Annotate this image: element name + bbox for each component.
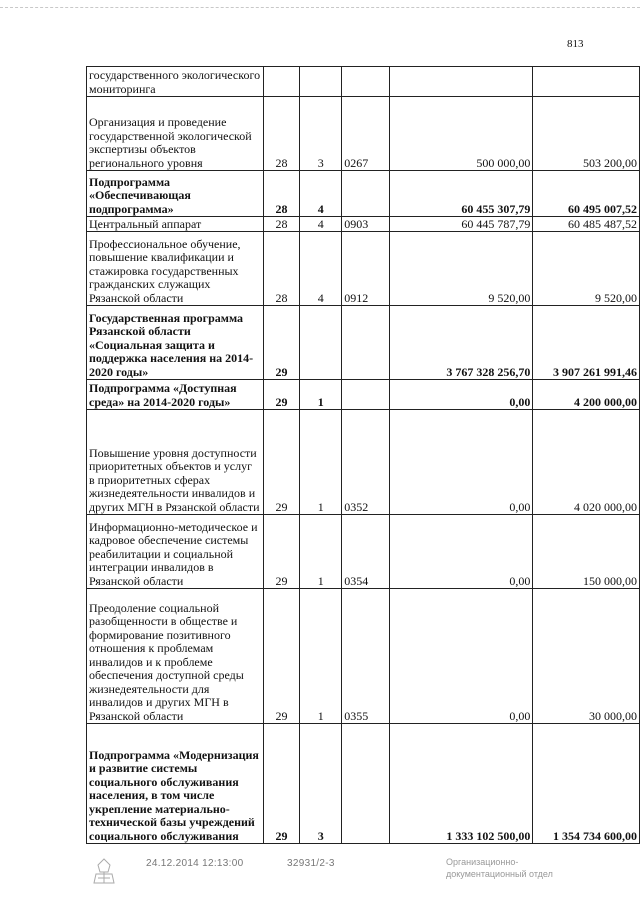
row-subprogram: 1 — [300, 380, 342, 410]
row-chapter: 28 — [263, 171, 300, 217]
stamp-doc-code: 32931/2-3 — [287, 858, 335, 869]
row-name: Информационно-методическое и кадровое обеспечение системы реабилитации и социальной интеграции инвалидов в Рязанской области — [87, 515, 264, 589]
row-amount-2015: 3 767 328 256,70 — [390, 306, 533, 380]
row-name: Государственная программа Рязанской области «Социальная защита и поддержка населения на 2014-2020 годы» — [87, 306, 264, 380]
row-subprogram: 3 — [300, 724, 342, 844]
row-chapter: 28 — [263, 217, 300, 232]
row-amount-2016: 60 485 487,52 — [533, 217, 640, 232]
row-subprogram: 1 — [300, 410, 342, 515]
table-row — [87, 232, 640, 306]
row-amount-2016: 30 000,00 — [533, 589, 640, 724]
row-amount-2016: 9 520,00 — [533, 232, 640, 306]
row-amount-2016: 4 020 000,00 — [533, 410, 640, 515]
row-code — [342, 380, 390, 410]
row-amount-2016: 1 354 734 600,00 — [533, 724, 640, 844]
table-row — [87, 217, 640, 232]
row-amount-2016 — [533, 67, 640, 97]
row-amount-2015: 0,00 — [390, 589, 533, 724]
stamp-department-line2: документационный отдел — [446, 869, 553, 879]
row-amount-2015: 0,00 — [390, 515, 533, 589]
row-amount-2015: 60 455 307,79 — [390, 171, 533, 217]
row-subprogram: 4 — [300, 232, 342, 306]
row-amount-2016: 4 200 000,00 — [533, 380, 640, 410]
row-code — [342, 171, 390, 217]
row-amount-2015: 0,00 — [390, 380, 533, 410]
row-name: Повышение уровня доступности приоритетных объектов и услуг в приоритетных сферах жизнедеятельности инвалидов и других МГН в Рязанской области — [87, 410, 264, 515]
row-amount-2015: 1 333 102 500,00 — [390, 724, 533, 844]
row-name: Организация и проведение государственной экологической экспертизы объектов регионального уровня — [87, 97, 264, 171]
row-code: 0352 — [342, 410, 390, 515]
row-amount-2015: 500 000,00 — [390, 97, 533, 171]
row-chapter: 29 — [263, 380, 300, 410]
row-name: Центральный аппарат — [87, 217, 264, 232]
table-row — [87, 306, 640, 380]
row-chapter: 29 — [263, 589, 300, 724]
stamp-department-line1: Организационно- — [446, 857, 519, 867]
row-chapter: 28 — [263, 232, 300, 306]
row-name: Подпрограмма «Обеспечивающая подпрограмма» — [87, 171, 264, 217]
row-chapter: 29 — [263, 724, 300, 844]
row-subprogram: 4 — [300, 217, 342, 232]
row-amount-2016: 60 495 007,52 — [533, 171, 640, 217]
row-amount-2016: 3 907 261 991,46 — [533, 306, 640, 380]
row-chapter: 29 — [263, 306, 300, 380]
budget-table — [86, 66, 640, 844]
row-amount-2016: 150 000,00 — [533, 515, 640, 589]
emblem-icon — [86, 856, 122, 886]
row-subprogram: 1 — [300, 589, 342, 724]
row-chapter: 28 — [263, 97, 300, 171]
row-subprogram: 3 — [300, 97, 342, 171]
row-name: государственного экологического мониторинга — [87, 67, 264, 97]
row-code — [342, 67, 390, 97]
row-name: Подпрограмма «Доступная среда» на 2014-2020 годы» — [87, 380, 264, 410]
table-row — [87, 171, 640, 217]
row-code — [342, 724, 390, 844]
row-chapter — [263, 67, 300, 97]
row-code: 0912 — [342, 232, 390, 306]
stamp-department — [446, 856, 553, 880]
row-amount-2015: 60 445 787,79 — [390, 217, 533, 232]
row-chapter: 29 — [263, 410, 300, 515]
row-code: 0267 — [342, 97, 390, 171]
row-amount-2015: 0,00 — [390, 410, 533, 515]
row-amount-2016: 503 200,00 — [533, 97, 640, 171]
scan-top-border — [0, 7, 640, 8]
row-name: Преодоление социальной разобщенности в обществе и формирование позитивного отношения к проблемам инвалидов и к проблеме обеспечения доступной среды жизнедеятельности для инвалидов и других МГН в Рязанской области — [87, 589, 264, 724]
table-row — [87, 97, 640, 171]
row-subprogram: 1 — [300, 515, 342, 589]
row-subprogram: 4 — [300, 171, 342, 217]
table-row — [87, 724, 640, 844]
stamp-date: 24.12.2014 12:13:00 — [146, 858, 244, 869]
row-code: 0903 — [342, 217, 390, 232]
table-row — [87, 67, 640, 97]
row-name: Профессиональное обучение, повышение квалификации и стажировка государственных гражданских служащих Рязанской области — [87, 232, 264, 306]
row-code: 0354 — [342, 515, 390, 589]
row-subprogram — [300, 306, 342, 380]
table-row — [87, 380, 640, 410]
table-row — [87, 410, 640, 515]
row-code — [342, 306, 390, 380]
row-amount-2015: 9 520,00 — [390, 232, 533, 306]
row-subprogram — [300, 67, 342, 97]
row-code: 0355 — [342, 589, 390, 724]
row-name: Подпрограмма «Модернизация и развитие системы социального обслуживания населения, в том числе укрепление материально-технической базы учреждений социального обслуживания — [87, 724, 264, 844]
table-row — [87, 589, 640, 724]
table-row — [87, 515, 640, 589]
footer-stamp — [0, 856, 640, 896]
row-chapter: 29 — [263, 515, 300, 589]
page-number: 813 — [567, 38, 584, 50]
row-amount-2015 — [390, 67, 533, 97]
